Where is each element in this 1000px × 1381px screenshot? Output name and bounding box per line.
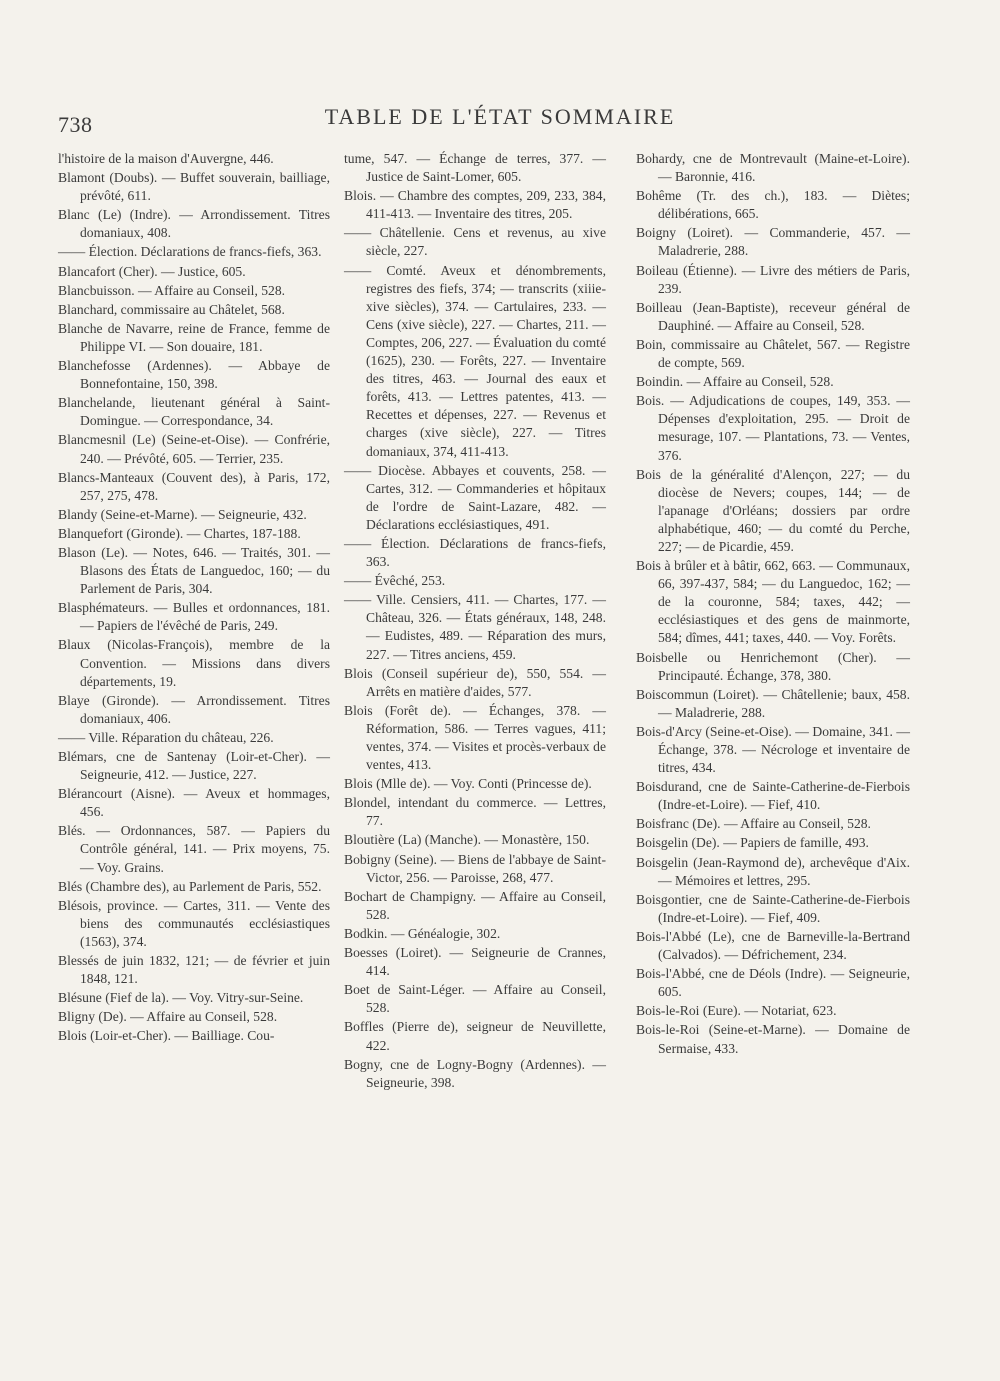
index-entry: Blessés de juin 1832, 121; — de février et juin 1848, 121. [58,953,330,987]
index-columns [58,150,910,1250]
index-entry: l'histoire de la maison d'Auvergne, 446. [58,151,274,166]
index-entry: Blois (Loir-et-Cher). — Bailliage. Cou- [58,1028,275,1044]
index-entry: Bois-l'Abbé (Le), cne de Barneville-la-Bertrand (Calvados). — Défrichement, 234. [636,928,910,963]
index-entry: Blésois, province. — Cartes, 311. — Vente des biens des communautés ecclésiastiques (1563), 374. [58,897,330,949]
index-entry: —— Diocèse. Abbayes et couvents, 258. — Cartes, 312. — Commanderies et hôpitaux de l'ordre de Saint-Lazare, 482. — Déclarations ecclésiastiques, 491. [344,462,606,532]
index-entry: Boiscommun (Loiret). — Châtellenie; baux, 458. — Maladrerie, 288. [636,686,910,720]
index-entry: Boindin. — Affaire au Conseil, 528. [636,374,834,390]
index-entry: Blois (Forêt de). — Échanges, 378. — Réformation, 586. — Terres vagues, 411; ventes, 374. — Visites et procès-verbaux de ventes, 413. [344,702,606,773]
index-entry: —— Comté. Aveux et dénombrements, registres des fiefs, 374; — transcrits (xiiie-xive siècles), 374. — Cartulaires, 233. — Cens (xive siècle), 227. — Chartes, 211. — Comptes, 206, 227. — Évaluation du comté (1625), 230. — Forêts, 227. — Inventaire des titres, 463. — Journal des eaux et forêts, 413. — Lettres patentes, 413. — Recettes et dépenses, 227. — Revenus et charges (xive siècle), 227. — Titres domaniaux, 374, 411-413. [344,262,606,459]
index-entry: Blanchard, commissaire au Châtelet, 568. [58,301,285,317]
index-entry: Bois-l'Abbé, cne de Déols (Indre). — Seigneurie, 605. [636,966,910,1000]
index-column-left [58,150,330,1047]
index-entry: Blois (Mlle de). — Voy. Conti (Princesse de). [344,776,592,792]
index-entry: Boisgelin (Jean-Raymond de), archevêque d'Aix. — Mémoires et lettres, 295. [636,854,910,888]
index-entry: Bois à brûler et à bâtir, 662, 663. — Communaux, 66, 397-437, 584; — du Languedoc, 162; — de la couronne, 584; taxes, 442; — ecclésiastiques et des gens de mainmorte, 584; dîmes, 441; taxes, 440. — Voy. Forêts. [636,558,910,646]
index-entry: Bodkin. — Généalogie, 302. [344,925,501,941]
index-entry: Blancmesnil (Le) (Seine-et-Oise). — Confrérie, 240. — Prévôté, 605. — Terrier, 235. [58,432,330,466]
index-entry: Bois-le-Roi (Eure). — Notariat, 623. [636,1003,837,1019]
index-entry: Blois (Conseil supérieur de), 550, 554. — Arrêts en matière d'aides, 577. [344,665,606,699]
index-entry: Blanquefort (Gironde). — Chartes, 187-188. [58,525,301,541]
index-entry: Bohême (Tr. des ch.), 183. — Diètes; délibérations, 665. [636,188,910,222]
index-entry: Bobigny (Seine). — Biens de l'abbaye de Saint-Victor, 256. — Paroisse, 268, 477. [344,851,606,885]
index-entry: Blaux (Nicolas-François), membre de la Convention. — Missions dans divers départements, 19. [58,637,330,689]
index-entry: Boigny (Loiret). — Commanderie, 457. — Maladrerie, 288. [636,225,910,259]
page-number: 738 [58,112,93,137]
index-entry: Boisfranc (De). — Affaire au Conseil, 528. [636,816,871,832]
index-entry: Blémars, cne de Santenay (Loir-et-Cher). — Seigneurie, 412. — Justice, 227. [58,749,330,783]
index-entry: Boesses (Loiret). — Seigneurie de Crannes, 414. [344,945,606,979]
index-entry: —— Ville. Réparation du château, 226. [58,729,274,745]
index-column-middle [344,150,606,1093]
index-entry: tume, 547. — Échange de terres, 377. — Justice de Saint-Lomer, 605. [344,151,606,185]
index-entry: Bois de la généralité d'Alençon, 227; — du diocèse de Nevers; coupes, 144; — de l'apanage d'Orléans; dossiers par ordre alphabétique, 460; — du comté du Perche, 227; — de Picardie, 459. [636,466,910,554]
index-entry: Blés (Chambre des), au Parlement de Paris, 552. [58,878,322,894]
index-entry: Blérancourt (Aisne). — Aveux et hommages, 456. [58,786,330,820]
index-entry: Blaye (Gironde). — Arrondissement. Titres domaniaux, 406. [58,692,330,726]
index-entry: Blason (Le). — Notes, 646. — Traités, 301. — Blasons des États de Languedoc, 160; — du Parlement de Paris, 304. [58,544,330,597]
index-entry: Bohardy, cne de Montrevault (Maine-et-Loire). — Baronnie, 416. [636,151,910,185]
index-entry: Blancs-Manteaux (Couvent des), à Paris, 172, 257, 275, 478. [58,469,330,503]
index-entry: Blasphémateurs. — Bulles et ordonnances, 181. — Papiers de l'évêché de Paris, 249. [58,600,330,634]
index-entry: Blanchelande, lieutenant général à Saint-Domingue. — Correspondance, 34. [58,395,330,429]
index-entry: Boisgontier, cne de Sainte-Catherine-de-Fierbois (Indre-et-Loire). — Fief, 409. [636,891,910,925]
index-entry: Blésune (Fief de la). — Voy. Vitry-sur-Seine. [58,990,304,1006]
index-entry: Boisdurand, cne de Sainte-Catherine-de-Fierbois (Indre-et-Loire). — Fief, 410. [636,779,910,813]
index-entry: Blanchefosse (Ardennes). — Abbaye de Bonnefontaine, 150, 398. [58,358,330,392]
index-entry: Bligny (De). — Affaire au Conseil, 528. [58,1009,278,1025]
index-entry: Blamont (Doubs). — Buffet souverain, bailliage, prévôté, 611. [58,170,330,204]
index-column-right [636,150,910,1059]
index-entry: Blancafort (Cher). — Justice, 605. [58,263,246,279]
index-entry: Boffles (Pierre de), seigneur de Neuvillette, 422. [344,1019,606,1053]
index-entry: Blanc (Le) (Indre). — Arrondissement. Titres domaniaux, 408. [58,207,330,241]
index-entry: Boileau (Étienne). — Livre des métiers de Paris, 239. [636,262,910,296]
index-entry: Boisbelle ou Henrichemont (Cher). — Principauté. Échange, 378, 380. [636,649,910,683]
index-entry: Boilleau (Jean-Baptiste), receveur général de Dauphiné. — Affaire au Conseil, 528. [636,299,910,333]
index-entry: Boisgelin (De). — Papiers de famille, 493. [636,835,869,851]
index-entry: —— Ville. Censiers, 411. — Chartes, 177. — Château, 326. — États généraux, 148, 248. — Eudistes, 489. — Réparation des murs, 227. — Titres anciens, 459. [344,592,606,662]
index-entry: Blancbuisson. — Affaire au Conseil, 528. [58,282,286,298]
index-entry: Bogny, cne de Logny-Bogny (Ardennes). — Seigneurie, 398. [344,1056,606,1090]
index-entry: —— Châtellenie. Cens et revenus, au xive siècle, 227. [344,225,606,259]
index-entry: Bois-d'Arcy (Seine-et-Oise). — Domaine, 341. — Échange, 378. — Nécrologe et inventaire de titres, 434. [636,723,910,776]
index-entry: Blondel, intendant du commerce. — Lettres, 77. [344,795,606,829]
running-title: TABLE DE L'ÉTAT SOMMAIRE [324,104,676,129]
index-entry: Boet de Saint-Léger. — Affaire au Conseil, 528. [344,982,606,1016]
index-entry: —— Élection. Déclarations de francs-fiefs, 363. [58,244,322,260]
index-entry: —— Évêché, 253. [344,573,446,589]
index-entry: —— Élection. Déclarations de francs-fiefs, 363. [344,535,606,570]
index-entry: Blandy (Seine-et-Marne). — Seigneurie, 432. [58,506,307,522]
index-entry: Bloutière (La) (Manche). — Monastère, 150. [344,832,590,848]
index-entry: Boin, commissaire au Châtelet, 567. — Registre de compte, 569. [636,336,910,371]
index-entry: Bochart de Champigny. — Affaire au Conseil, 528. [344,888,606,922]
index-entry: Blanche de Navarre, reine de France, femme de Philippe VI. — Son douaire, 181. [58,320,330,354]
index-entry: Blés. — Ordonnances, 587. — Papiers du Contrôle général, 141. — Prix moyens, 75. — Voy. Grains. [58,823,330,875]
index-entry: Bois. — Adjudications de coupes, 149, 353. — Dépenses d'exploitation, 295. — Droit de mesurage, 107. — Plantations, 73. — Ventes, 376. [636,393,910,463]
index-entry: Bois-le-Roi (Seine-et-Marne). — Domaine de Sermaise, 433. [636,1022,910,1056]
index-entry: Blois. — Chambre des comptes, 209, 233, 384, 411-413. — Inventaire des titres, 205. [344,188,606,222]
